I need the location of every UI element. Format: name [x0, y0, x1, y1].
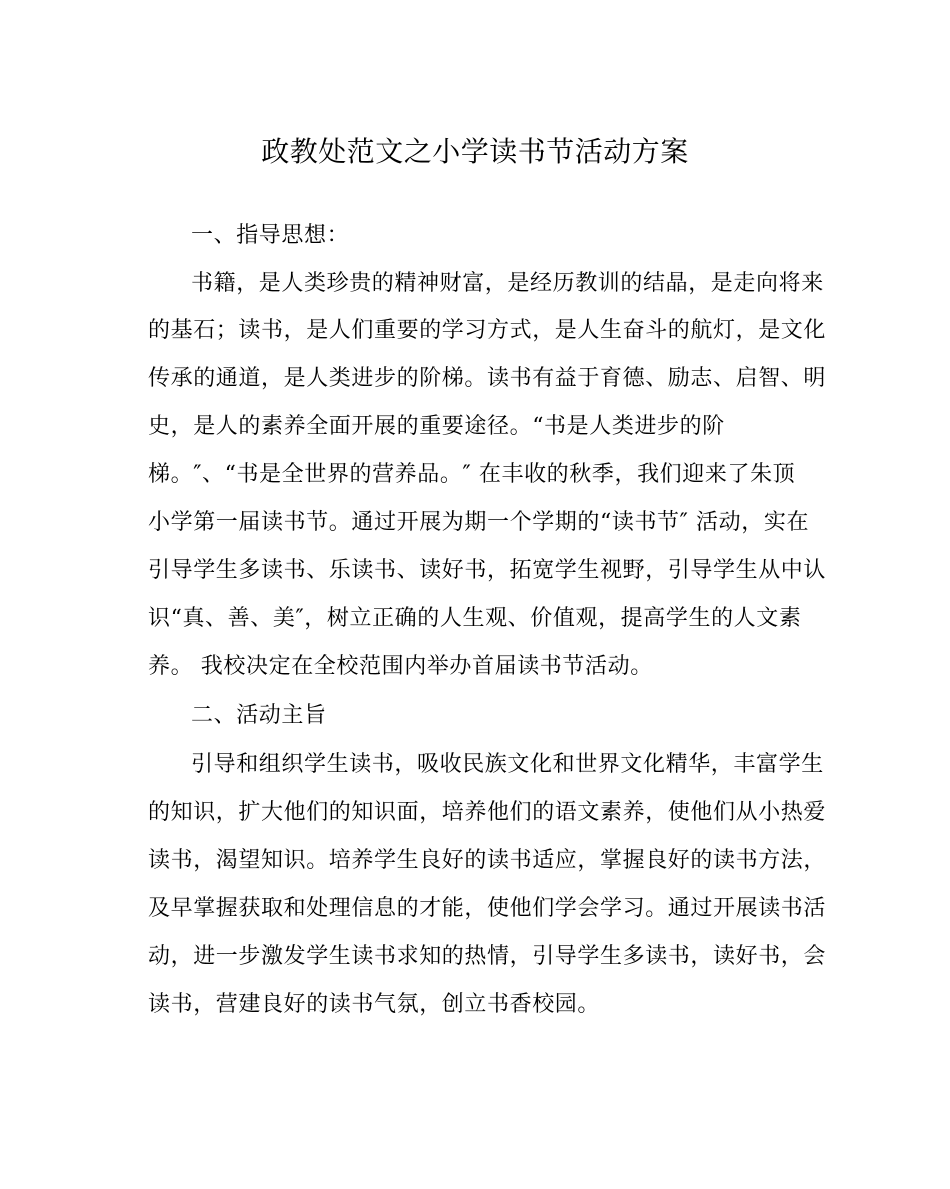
paragraph-line: 的知识，扩大他们的知识面，培养他们的语文素养，使他们从小热爱 [148, 800, 827, 825]
paragraph-line: 读书，渴望知识。培养学生良好的读书适应，掌握良好的读书方法， [148, 848, 827, 873]
paragraph-line: 识“真、善、美″，树立正确的人生观、价值观，提高学生的人文素 [148, 606, 802, 631]
document-title: 政教处范文之小学读书节活动方案 [261, 135, 689, 168]
heading-guiding-thought: 一、指导思想： [191, 223, 350, 248]
paragraph-line: 传承的通道，是人类进步的阶梯。读书有益于育德、励志、启智、明 [148, 366, 827, 391]
paragraph-line: 史，是人的素养全面开展的重要途径。“书是人类进步的阶 [148, 414, 725, 439]
paragraph-line: 引导和组织学生读书，吸收民族文化和世界文化精华，丰富学生 [191, 752, 824, 777]
paragraph-line: 引导学生多读书、乐读书、读好书，拓宽学生视野，引导学生从中认 [148, 558, 827, 583]
paragraph-line: 动，进一步激发学生读书求知的热情，引导学生多读书，读好书，会 [148, 944, 827, 969]
paragraph-line: 小学第一届读书节。通过开展为期一个学期的“读书节″ 活动，实在 [148, 510, 810, 535]
paragraph-line: 书籍，是人类珍贵的精神财富，是经历教训的结晶，是走向将来 [191, 271, 824, 296]
paragraph-line: 养。 我校决定在全校范围内举办首届读书节活动。 [148, 654, 653, 679]
heading-activity-purpose: 二、活动主旨 [191, 703, 327, 728]
paragraph-line: 读书，营建良好的读书气氛，创立书香校园。 [148, 992, 601, 1017]
paragraph-line: 的基石；读书，是人们重要的学习方式，是人生奋斗的航灯，是文化 [148, 318, 827, 343]
paragraph-line: 及早掌握获取和处理信息的才能，使他们学会学习。通过开展读书活 [148, 896, 827, 921]
paragraph-line: 梯。″、“书是全世界的营养品。″ 在丰收的秋季，我们迎来了朱顶 [148, 462, 796, 487]
